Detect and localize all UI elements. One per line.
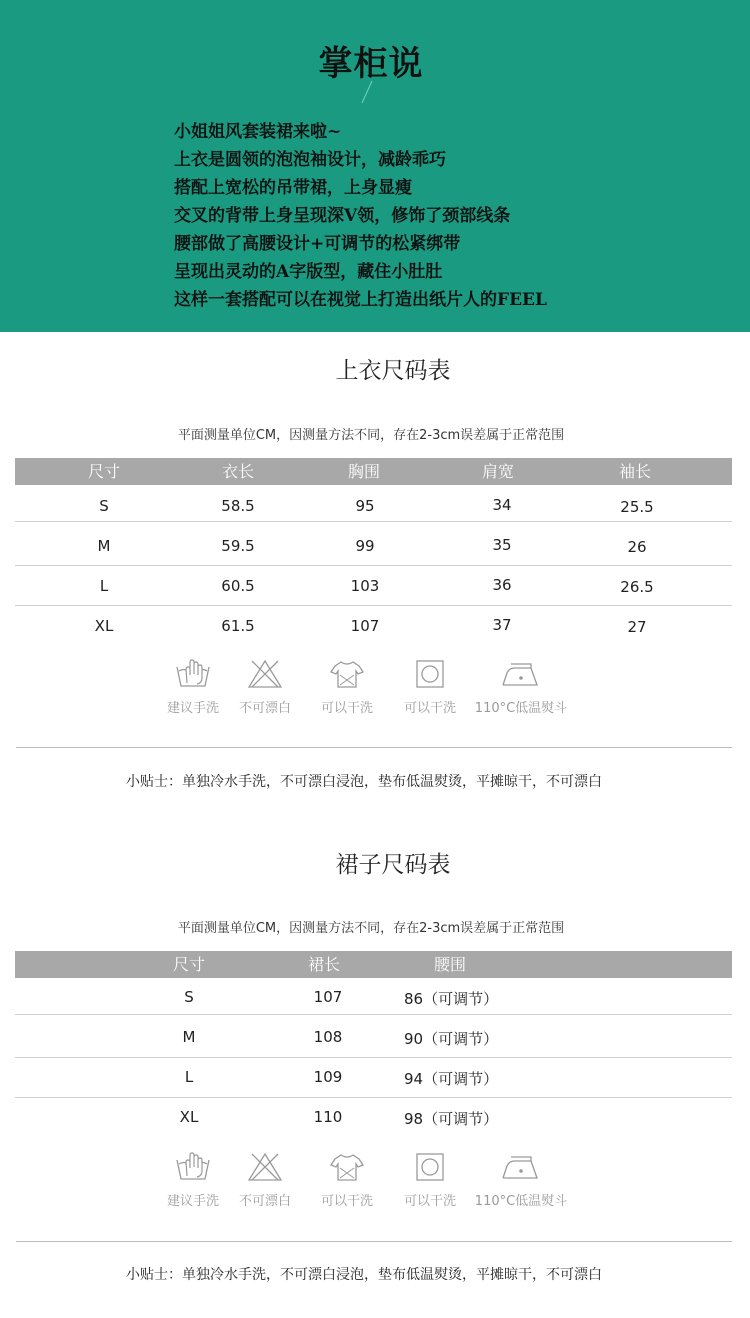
row-divider: [15, 1097, 732, 1098]
cell-size: XL: [179, 1108, 199, 1126]
cell-chest: 107: [350, 617, 380, 635]
cell-chest: 95: [355, 497, 375, 515]
iron-icon: [501, 659, 541, 689]
top-size-note: 平面测量单位CM，因测量方法不同，存在2-3cm误差属于正常范围: [177, 428, 565, 443]
cell-size: M: [182, 1028, 196, 1046]
cell-size: XL: [94, 617, 114, 635]
header-cell: 袖长: [618, 462, 651, 481]
skirt-size-note: 平面测量单位CM，因测量方法不同，存在2-3cm误差属于正常范围: [177, 921, 565, 936]
care-tip: 小贴士：单独冷水手洗，不可漂白浸泡，垫布低温熨烫，平摊晾干，不可漂白: [126, 1267, 602, 1283]
header-cell: 尺寸: [172, 955, 205, 974]
care-tip: 小贴士：单独冷水手洗，不可漂白浸泡，垫布低温熨烫，平摊晾干，不可漂白: [126, 774, 602, 790]
header-cell: 胸围: [347, 462, 380, 481]
header-description: [174, 118, 547, 314]
care-label: 不可漂白: [238, 701, 291, 716]
header-banner: [0, 0, 750, 332]
cell-size: S: [99, 497, 109, 515]
cell-length: 61.5: [221, 617, 255, 635]
cell-skirt-length: 108: [313, 1028, 343, 1046]
header-line: 上衣是圆领的泡泡袖设计，减龄乖巧: [174, 150, 446, 170]
row-divider: [15, 605, 732, 606]
row-divider: [15, 1014, 732, 1015]
no-bleach-icon: [247, 1152, 283, 1182]
tumble-dry-icon: [412, 659, 448, 689]
tumble-dry-icon: [412, 1152, 448, 1182]
care-label: 可以干洗: [320, 701, 373, 716]
header-cell: 腰围: [433, 955, 466, 974]
cell-shoulder: 34: [492, 496, 512, 514]
skirt-size-table-title: 裙子尺码表: [335, 852, 451, 878]
cell-size: M: [97, 537, 111, 555]
header-line: 搭配上宽松的吊带裙，上身显瘦: [174, 178, 412, 198]
care-iron: [466, 659, 576, 716]
cell-length: 59.5: [221, 537, 255, 555]
row-divider: [15, 565, 732, 566]
cell-skirt-length: 110: [313, 1108, 343, 1126]
no-bleach-icon: [247, 659, 283, 689]
cell-sleeve: 27: [627, 618, 647, 636]
cell-skirt-length: 109: [313, 1068, 343, 1086]
hand-wash-icon: [175, 1152, 211, 1182]
header-line: 小姐姐风套装裙来啦~: [174, 122, 342, 142]
row-divider: [15, 521, 732, 522]
top-size-table-title: 上衣尺码表: [335, 358, 451, 384]
cell-sleeve: 26.5: [620, 578, 654, 596]
row-divider: [15, 1057, 732, 1058]
slash-decoration: [360, 80, 374, 104]
cell-waist: 86（可调节）: [404, 990, 499, 1008]
cell-shoulder: 35: [492, 536, 512, 554]
cell-waist: 94（可调节）: [404, 1070, 499, 1088]
header-title: 掌柜说: [318, 44, 424, 84]
cell-size: L: [184, 1068, 194, 1086]
cell-sleeve: 26: [627, 538, 647, 556]
header-cell: 裙长: [307, 955, 340, 974]
header-line: 交叉的背带上身呈现深V领，修饰了颈部线条: [174, 206, 511, 226]
header-cell: 尺寸: [87, 462, 120, 481]
header-cell: 衣长: [221, 462, 254, 481]
section-divider: [16, 747, 732, 748]
cell-shoulder: 37: [492, 616, 512, 634]
header-cell: 肩宽: [481, 462, 514, 481]
cell-length: 60.5: [221, 577, 255, 595]
dry-clean-icon: [329, 659, 365, 689]
care-label: 不可漂白: [238, 1194, 291, 1209]
section-divider: [16, 1241, 732, 1242]
header-line: 呈现出灵动的A字版型，藏住小肚肚: [174, 262, 443, 282]
cell-size: S: [184, 988, 194, 1006]
care-label: 建议手洗: [166, 1194, 219, 1209]
cell-waist: 98（可调节）: [404, 1110, 499, 1128]
care-label: 110°C低温熨斗: [474, 701, 568, 716]
care-label: 可以干洗: [403, 1194, 456, 1209]
cell-length: 58.5: [221, 497, 255, 515]
hand-wash-icon: [175, 659, 211, 689]
care-label: 110°C低温熨斗: [474, 1194, 568, 1209]
cell-chest: 103: [350, 577, 380, 595]
skirt-table-header: [15, 951, 732, 978]
cell-chest: 99: [355, 537, 375, 555]
care-label: 可以干洗: [320, 1194, 373, 1209]
cell-skirt-length: 107: [313, 988, 343, 1006]
cell-size: L: [99, 577, 109, 595]
iron-icon: [501, 1152, 541, 1182]
header-line: 这样一套搭配可以在视觉上打造出纸片人的FEEL: [174, 290, 547, 310]
dry-clean-icon: [329, 1152, 365, 1182]
top-table-header: [15, 458, 732, 485]
header-line: 腰部做了高腰设计+可调节的松紧绑带: [174, 234, 461, 254]
care-label: 可以干洗: [403, 701, 456, 716]
care-label: 建议手洗: [166, 701, 219, 716]
cell-waist: 90（可调节）: [404, 1030, 499, 1048]
cell-sleeve: 25.5: [620, 498, 654, 516]
cell-shoulder: 36: [492, 576, 512, 594]
care-iron: [466, 1152, 576, 1209]
